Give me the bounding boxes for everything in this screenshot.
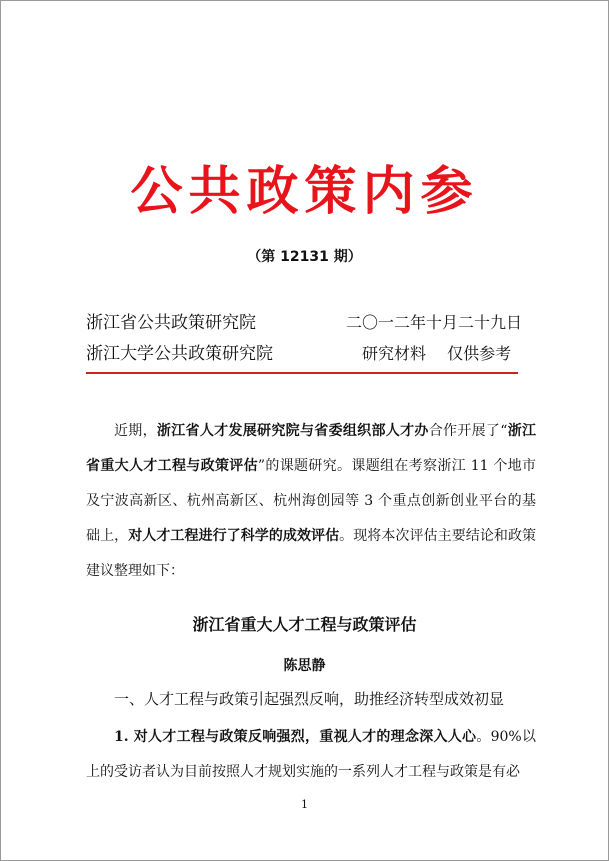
- masthead-title: 公共政策内参: [130, 161, 479, 222]
- intro-text-4: 。现将本次评估主要结论和政策建议整理如下：: [86, 528, 537, 579]
- page-number: 1: [301, 798, 308, 811]
- issue-date: 二〇一二年十月二十九日: [346, 313, 523, 332]
- intro-text-2: 合作开展了“: [428, 423, 508, 439]
- material-note: 研究材料 仅供参考: [362, 344, 512, 363]
- section-heading: 一、人才工程与政策引起强烈反响，助推经济转型成效初显: [114, 690, 505, 708]
- org-name-university: 浙江大学公共政策研究院: [86, 344, 273, 364]
- intro-bold-1: 浙江省人才发展研究院与省委组织部人才办: [156, 423, 429, 439]
- header-rule: [86, 372, 518, 374]
- report-title: 浙江省重大人才工程与政策评估: [192, 615, 417, 634]
- point-bold: 1. 对人才工程与政策反响强烈，重视人才的理念深入人心: [114, 729, 477, 745]
- intro-bold-3: 对人才工程进行了科学的成效评估: [128, 528, 340, 544]
- point-paragraph: [86, 720, 536, 790]
- intro-text-3: ”的课题研究。课题组在考察浙江 11 个地市及宁波高新区、杭州高新区、杭州海创园等 3 个重点创新创业平台的基础上，: [86, 458, 536, 544]
- issue-number: （第 12131 期）: [247, 249, 362, 265]
- point-text: 。90%以上的受访者认为目前按照人才规划实施的一系列人才工程与政策是有必: [86, 729, 536, 780]
- intro-paragraph: [86, 414, 536, 589]
- intro-bold-2: 浙江省重大人才工程与政策评估: [86, 423, 537, 474]
- org-name-provincial: 浙江省公共政策研究院: [86, 313, 256, 333]
- intro-text-1: 近期，: [114, 423, 157, 439]
- report-author: 陈思静: [283, 658, 326, 674]
